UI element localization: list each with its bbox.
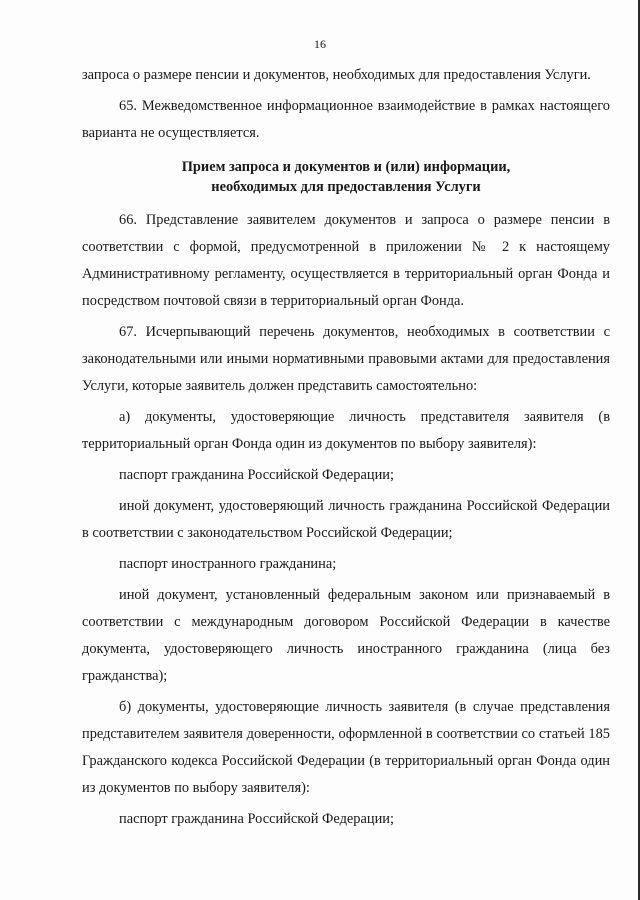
section-heading xyxy=(82,157,610,197)
paragraph-65: 65. Межведомственное информационное взаимодействие в рамках настоящего варианта не осуществляется. xyxy=(82,98,610,141)
list-item-foreign-passport: паспорт иностранного гражданина; xyxy=(119,556,337,572)
paragraph-66: 66. Представление заявителем документов и запроса о размере пенсии в соответствии с формой, предусмотренной в приложении № 2 к настоящему Административному регламенту, осуществляется в территориальный орган Фонда и посредством почтовой связи в территориальный орган Фонда. xyxy=(82,212,610,309)
document-body xyxy=(82,62,610,833)
paragraph-67: 67. Исчерпывающий перечень документов, необходимых в соответствии с законодательными или иными нормативными правовыми актами для предоставления Услуги, которые заявитель должен представить самостоятельно: xyxy=(82,324,610,394)
heading-line-1: Прием запроса и документов и (или) информации, xyxy=(181,159,511,175)
heading-line-2: необходимых для предоставления Услуги xyxy=(211,179,481,195)
list-item-other-id-foreign: иной документ, установленный федеральным законом или признаваемый в соответствии с международным договором Российской Федерации в качестве документа, удостоверяющего личность иностранного гражданина (лица без гражданства); xyxy=(82,587,610,684)
list-item-passport-rf: паспорт гражданина Российской Федерации; xyxy=(119,467,394,483)
list-item-a: а) документы, удостоверяющие личность представителя заявителя (в территориальный орган Фонда один из документов по выбору заявителя): xyxy=(82,409,610,452)
paragraph-continuation: запроса о размере пенсии и документов, необходимых для предоставления Услуги. xyxy=(82,67,591,83)
page-number: 16 xyxy=(314,37,326,51)
list-item-b: б) документы, удостоверяющие личность заявителя (в случае представления представителем заявителя доверенности, оформленной в соответствии со статьей 185 Гражданского кодекса Российской Федерации (в территориальный орган Фонда один из документов по выбору заявителя): xyxy=(82,699,610,796)
list-item-passport-rf-2: паспорт гражданина Российской Федерации; xyxy=(119,811,394,827)
list-item-other-id-rf: иной документ, удостоверяющий личность гражданина Российской Федерации в соответствии с законодательством Российской Федерации; xyxy=(82,498,610,541)
